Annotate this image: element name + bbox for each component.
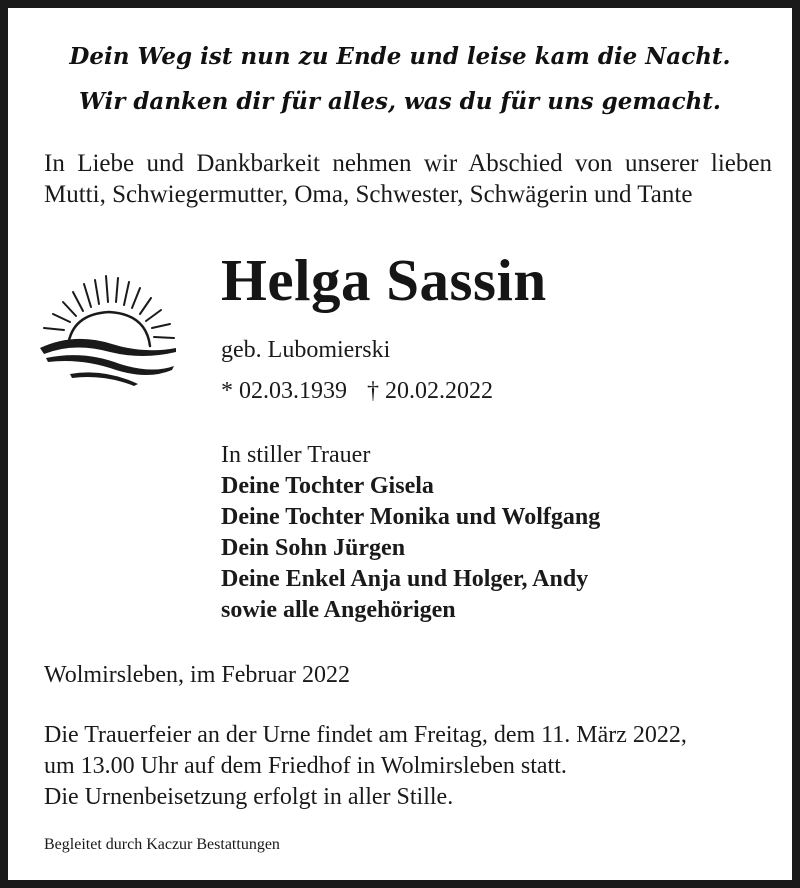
death-date: † 20.02.2022 xyxy=(367,378,493,404)
motto-line: Dein Weg ist nun zu Ende und leise kam die Nacht. xyxy=(69,43,731,70)
sunset-over-hills-icon xyxy=(34,266,184,392)
motto-line: Wir danken dir für alles, was du für uns gemacht. xyxy=(79,88,721,115)
place-and-date: Wolmirsleben, im Februar 2022 xyxy=(44,662,351,688)
funeral-home-credit: Begleitet durch Kaczur Bestattungen xyxy=(44,836,280,853)
birth-date: * 02.03.1939 xyxy=(221,378,347,404)
mourner-name: Deine Tochter Monika und Wolfgang xyxy=(221,504,601,530)
service-line: Die Urnenbeisetzung erfolgt in aller Stille. xyxy=(44,784,454,810)
birth-name: geb. Lubomierski xyxy=(221,337,391,363)
deceased-name: Helga Sassin xyxy=(221,247,547,313)
intro-text: In Liebe und Dankbarkeit nehmen wir Abschied von unserer lieben Mutti, Schwiegermutter, Oma, Schwester, Schwägerin und Tante xyxy=(44,150,772,208)
mourners-block xyxy=(221,440,600,626)
mourner-name: Deine Tochter Gisela xyxy=(221,473,434,499)
mourner-name: Dein Sohn Jürgen xyxy=(221,535,406,561)
motto-verse xyxy=(8,34,792,124)
mourning-heading: In stiller Trauer xyxy=(221,442,371,468)
service-line: um 13.00 Uhr auf dem Friedhof in Wolmirsleben statt. xyxy=(44,753,567,779)
life-dates xyxy=(221,375,493,407)
mourner-name: sowie alle Angehörigen xyxy=(221,597,456,623)
service-line: Die Trauerfeier an der Urne findet am Freitag, dem 11. März 2022, xyxy=(44,722,687,748)
service-details xyxy=(44,720,687,813)
mourner-name: Deine Enkel Anja und Holger, Andy xyxy=(221,566,589,592)
